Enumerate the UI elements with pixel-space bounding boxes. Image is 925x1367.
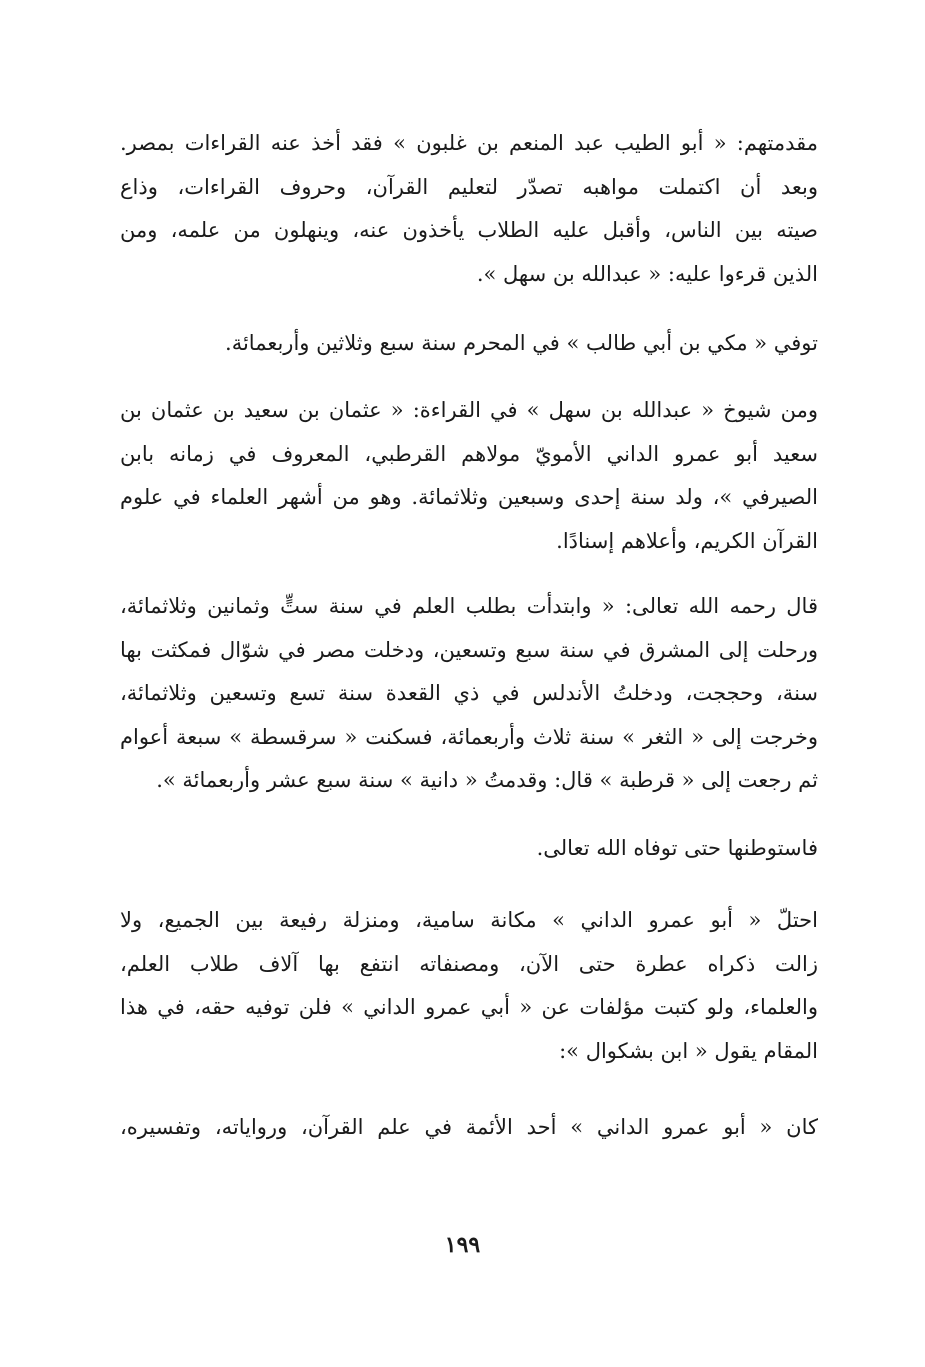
paragraph-line: زالت ذكراه عطرة حتى الآن، ومصنفاته انتفع بها آلاف طلاب العلم، <box>120 951 818 976</box>
paragraph-line: ورحلت إلى المشرق في سنة سبع وتسعين، ودخلت مصر في شوّال فمكثت بها <box>120 637 818 662</box>
paragraph-line: والعلماء، ولو كتبت مؤلفات عن « أبي عمرو الداني » فلن توفيه حقه، في هذا <box>120 995 818 1019</box>
page-number: ١٩٩ <box>444 1232 481 1258</box>
paragraph-line: قال رحمه الله تعالى: « وابتدأت بطلب العلم في سنة ستٍّ وثمانين وثلاثمائة، <box>120 594 818 618</box>
paragraph-line: كان « أبو عمرو الداني » أحد الأئمة في علم القرآن، ورواياته، وتفسيره، <box>120 1115 818 1139</box>
paragraph-line: احتلّ « أبو عمرو الداني » مكانة سامية، ومنزلة رفيعة بين الجميع، ولا <box>120 908 818 932</box>
paragraph-line: ومن شيوخ « عبدالله بن سهل » في القراءة: « عثمان بن سعيد بن عثمان بن <box>120 398 818 422</box>
paragraph-4 <box>120 585 818 803</box>
paragraph-line: سعيد أبو عمرو الداني الأمويّ مولاهم القرطبي، المعروف في زمانه بابن <box>120 441 818 466</box>
paragraph-1 <box>120 122 818 296</box>
paragraph-line: توفي « مكي بن أبي طالب » في المحرم سنة سبع وثلاثين وأربعمائة. <box>225 331 818 355</box>
paragraph-6 <box>120 899 818 1073</box>
paragraph-line: ثم رجعت إلى « قرطبة » قال: وقدمتُ « دانية » سنة سبع عشر وأربعمائة ». <box>156 768 818 792</box>
paragraph-line: الذين قرءوا عليه: « عبدالله بن سهل ». <box>476 261 818 286</box>
paragraph-line: سنة، وحججت، ودخلتُ الأندلس في ذي القعدة سنة تسع وتسعين وثلاثمائة، <box>120 681 818 705</box>
paragraph-2 <box>120 322 818 366</box>
paragraph-line: المقام يقول « ابن بشكوال »: <box>559 1038 818 1063</box>
paragraph-line: مقدمتهم: « أبو الطيب عبد المنعم بن غلبون » فقد أخذ عنه القراءات بمصر. <box>120 131 818 155</box>
paragraph-line: صيته بين الناس، وأقبل عليه الطلاب يأخذون عنه، وينهلون من علمه، ومن <box>120 218 818 242</box>
paragraph-line: وبعد أن اكتملت مواهبه تصدّر لتعليم القرآن، وحروف القراءات، وذاع <box>120 174 818 199</box>
paragraph-7 <box>120 1106 818 1150</box>
paragraph-line: القرآن الكريم، وأعلاهم إسنادًا. <box>556 528 818 553</box>
paragraph-3 <box>120 389 818 563</box>
paragraph-line: وخرجت إلى « الثغر » سنة ثلاث وأربعمائة، فسكنت « سرقسطة » سبعة أعوام <box>120 724 818 749</box>
paragraph-line: الصيرفي »، ولد سنة إحدى وسبعين وثلاثمائة. وهو من أشهر العلماء في علوم <box>120 485 818 509</box>
paragraph-5 <box>120 827 818 871</box>
paragraph-line: فاستوطنها حتى توفاه الله تعالى. <box>536 836 818 860</box>
